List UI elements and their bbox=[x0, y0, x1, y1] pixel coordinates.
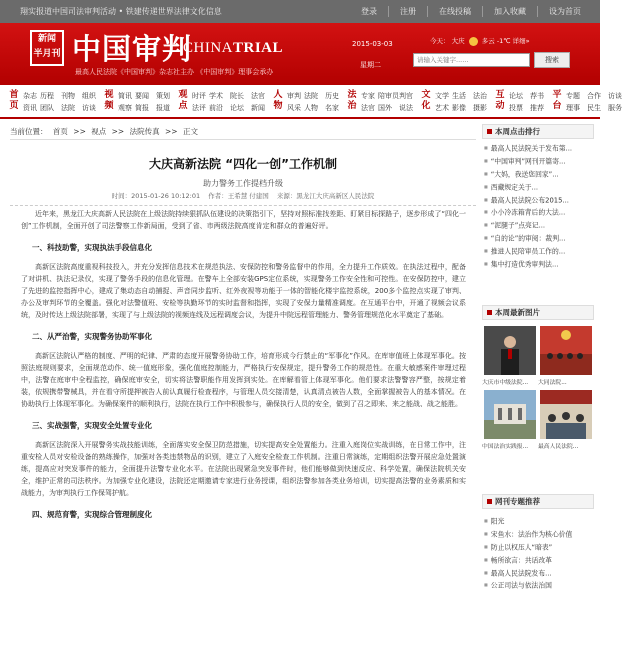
hot-ranking-list bbox=[482, 139, 594, 271]
latest-pics-header bbox=[482, 305, 594, 320]
nav-link[interactable]: 论坛 bbox=[509, 92, 523, 100]
nav-link[interactable]: 文学 bbox=[435, 92, 449, 100]
nav-link[interactable]: 刊物 bbox=[61, 92, 75, 100]
add-favorite-link[interactable]: 加入收藏 bbox=[482, 6, 537, 17]
nav-link[interactable]: 报道 bbox=[156, 104, 170, 112]
nav-link[interactable]: 简讯 bbox=[118, 92, 132, 100]
site-logo-title[interactable]: 中国审判 bbox=[72, 32, 193, 66]
nav-link[interactable]: 团队 bbox=[40, 104, 54, 112]
breadcrumb-sep: >> bbox=[73, 127, 86, 136]
nav-link[interactable]: 投票 bbox=[509, 104, 523, 112]
news-photo[interactable] bbox=[484, 390, 536, 439]
nav-link[interactable]: 法院 bbox=[304, 92, 318, 100]
photo-caption[interactable]: 大庆市中级法院... bbox=[482, 380, 529, 386]
hot-item[interactable]: ■ “泥腿子”点亮记... bbox=[484, 219, 594, 232]
main-nav bbox=[0, 85, 622, 119]
search-input[interactable] bbox=[413, 53, 530, 67]
login-link[interactable]: 登录 bbox=[361, 7, 377, 16]
nav-link[interactable]: 审判 bbox=[287, 92, 301, 100]
site-slogan: 最高人民法院《中国审判》杂志社主办 《中国审判》理事会承办 bbox=[75, 68, 274, 76]
nav-section-head[interactable]: 文化 bbox=[421, 90, 431, 111]
nav-link[interactable]: 访谈 bbox=[608, 92, 622, 100]
nav-link[interactable]: 历史 bbox=[325, 92, 339, 100]
hot-item[interactable]: ■ “自的论”的审阅：裁判... bbox=[484, 232, 594, 245]
news-photo[interactable] bbox=[540, 390, 592, 439]
article-title: 大庆高新法院 “四化一创”工作机制 bbox=[149, 157, 337, 171]
current-date: 2015-03-03 bbox=[352, 40, 393, 48]
nav-link[interactable]: 法院 bbox=[61, 104, 75, 112]
nav-items bbox=[287, 90, 318, 114]
site-header bbox=[0, 23, 600, 85]
current-weekday: 星期二 bbox=[360, 61, 381, 69]
nav-link[interactable]: 陪审员 bbox=[378, 92, 399, 100]
nav-link[interactable]: 服务 bbox=[608, 104, 622, 112]
topic-item[interactable]: ■ 防止以权压人“暗表” bbox=[484, 541, 594, 554]
nav-link[interactable]: 院长 bbox=[230, 92, 244, 100]
nav-link[interactable]: 论坛 bbox=[230, 104, 244, 112]
nav-link[interactable]: 法治 bbox=[473, 92, 487, 100]
nav-items bbox=[192, 90, 223, 114]
nav-items bbox=[435, 90, 466, 114]
nav-link[interactable]: 法评 bbox=[192, 104, 206, 112]
nav-link[interactable]: 观察 bbox=[118, 104, 132, 112]
nav-link[interactable]: 新闻 bbox=[251, 104, 265, 112]
topic-item[interactable]: ■ 公正司法与依法治国 bbox=[484, 579, 594, 592]
hot-item[interactable]: ■ 最高人民法院关于发布第... bbox=[484, 142, 594, 155]
weather-city: 大庆 bbox=[451, 37, 465, 45]
nav-items bbox=[608, 90, 622, 114]
nav-link[interactable]: 访谈 bbox=[82, 104, 96, 112]
section-heading: 三、实战强警，实现安全处置专业化 bbox=[32, 421, 152, 430]
breadcrumb bbox=[10, 124, 476, 140]
nav-items bbox=[473, 90, 487, 114]
nav-items bbox=[82, 90, 96, 114]
nav-items bbox=[61, 90, 75, 114]
square-icon bbox=[487, 129, 492, 134]
building-photo-icon bbox=[484, 390, 536, 439]
section-heading: 一、科技助警，实现执法手段信息化 bbox=[32, 243, 152, 252]
set-homepage-link[interactable]: 设为首页 bbox=[537, 6, 592, 17]
nav-link[interactable]: 生活 bbox=[452, 92, 466, 100]
nav-link[interactable]: 法官 bbox=[361, 104, 375, 112]
section-heading: 二、从严治警，实现警务协助军事化 bbox=[32, 332, 152, 341]
nav-section-head[interactable]: 观点 bbox=[178, 90, 188, 111]
nav-link[interactable]: 推荐 bbox=[530, 104, 544, 112]
article-subtitle: 助力警务工作提档升级 bbox=[203, 179, 283, 188]
nav-link[interactable]: 影像 bbox=[452, 104, 466, 112]
sun-icon bbox=[469, 37, 478, 46]
breadcrumb-current: 正文 bbox=[182, 127, 198, 136]
nav-items bbox=[23, 90, 54, 114]
nav-items bbox=[566, 90, 580, 114]
hot-item[interactable]: ■ 推进人民陪审员工作的... bbox=[484, 245, 594, 258]
article-body bbox=[21, 208, 466, 528]
section-text: 高新区法院高度重视科技投入，并充分发挥信息技术在规范执法、安保防控和警务监督中的作用，全力提升工作质效。在执法过程中，配备了对讲机、执法记录仪，实现了警务手段的信息化管理。在警车上全部安装GPS定位系统，实现警务工作安全性和可控性。在安保防控中，建立了先进的监控指挥中心，建成了集动态自动捕捉、声音同步监听、红外夜视等功能于一体的智能化楼宇监控系统，200多个监控点实现了审判、办公及审判环节的全覆盖。强化对法警值班、安检等执勤环节的实时监督和指挥，实现了安保力量精准调度。在互通平台中，开通了视频会议系统，及时传达上级法院部署，实现了与上级法院的视频连线及远程调度会议，为提升中院远程管理能力、警务管理规范化水平奠定了基础。 bbox=[21, 263, 466, 319]
nav-items bbox=[587, 90, 601, 114]
nav-link[interactable]: 历程 bbox=[40, 92, 54, 100]
topics-title: 网刊专题推荐 bbox=[495, 497, 540, 506]
nav-link[interactable]: 资讯 bbox=[23, 104, 37, 112]
site-tagline: 翔实报道中国司法审判活动 • 铁建传递世界法律文化信息 bbox=[20, 7, 222, 16]
logo-line-1: 新闻 bbox=[37, 34, 56, 44]
nav-link[interactable]: 理事 bbox=[566, 104, 580, 112]
topic-item[interactable]: ■ 宋鱼水：法治作为核心价值 bbox=[484, 528, 594, 541]
crowd-photo-icon bbox=[540, 390, 592, 439]
nav-link[interactable]: 摄影 bbox=[473, 104, 487, 112]
right-sidebar bbox=[482, 124, 594, 656]
nav-link[interactable]: 名家 bbox=[325, 104, 339, 112]
top-bar bbox=[0, 0, 600, 23]
weather-desc: 多云 bbox=[481, 37, 495, 45]
section-text: 高新区法院认严格的制度、严明的纪律、严肃的态度开展警务协助工作，培育形成今行禁止的“军事化”作风。在库审值班上体现军事化。按照法庭规则要求，全面规范动作、统一值庭形象，强化值庭控制能力，严格执行安保规定，提升警务工作的规范性。在重大敏感案件审理过程中，法警在庭审中全程监控，确保庭审安全，切实将法警职能作用发挥到实处。在库解看管上体现军事化。他们要求法警警容严整，按规定着装，依规携带警械具，并在看守所提押被告人前认真履行检查程序，与管理人员交接清楚，认真清点被告人数，全面掌握被告人的基本情况。在协助执行上体现军事化。为确保案件的顺利执行，法院在执行工作中积极参与，确保执行人员的安全，做到了召之即来、来之能战、战之能胜。 bbox=[21, 352, 466, 408]
weather-widget bbox=[430, 36, 530, 46]
square-icon bbox=[487, 310, 492, 315]
weather-label: 今天： bbox=[430, 37, 450, 45]
news-photo[interactable] bbox=[484, 326, 536, 375]
weather-detail-link[interactable]: -1℃ 详细» bbox=[496, 37, 530, 45]
nav-link[interactable]: 人物 bbox=[304, 104, 318, 112]
nav-section-head[interactable]: 法治 bbox=[347, 90, 357, 111]
nav-link[interactable]: 杂志 bbox=[23, 92, 37, 100]
nav-link[interactable]: 合作 bbox=[587, 92, 601, 100]
site-logo-english bbox=[183, 40, 283, 57]
nav-items bbox=[325, 90, 339, 114]
hot-item[interactable]: ■ “中国审判”网刊开篇寄... bbox=[484, 155, 594, 168]
topics-list bbox=[482, 512, 594, 592]
nav-link[interactable]: 前沿 bbox=[209, 104, 223, 112]
article bbox=[10, 142, 476, 656]
breadcrumb-viewpoint[interactable]: 视点 bbox=[91, 127, 107, 136]
article-author: 作者：王希慧 付建国 bbox=[208, 192, 269, 200]
nav-section-head[interactable]: 互动 bbox=[495, 90, 505, 111]
hot-item[interactable]: ■ “大妈，我送您回家”... bbox=[484, 168, 594, 181]
nav-section-head[interactable]: 视频 bbox=[104, 90, 114, 111]
nav-items bbox=[156, 90, 170, 114]
hot-item[interactable]: ■ 集中打造优秀审判法... bbox=[484, 258, 594, 271]
photo-caption[interactable]: 最高人民法院... bbox=[538, 444, 579, 450]
person-photo-icon bbox=[484, 326, 536, 375]
breadcrumb-home[interactable]: 首页 bbox=[52, 127, 68, 136]
nav-link[interactable]: 专题 bbox=[566, 92, 580, 100]
nav-link[interactable]: 说法 bbox=[399, 104, 413, 112]
logo-en-prefix: CHINA bbox=[183, 40, 233, 56]
hot-item[interactable]: ■ 小小冷冻箱背后的大法... bbox=[484, 206, 594, 219]
nav-section-head[interactable]: 人物 bbox=[273, 90, 283, 111]
nav-link[interactable]: 要闻 bbox=[135, 92, 149, 100]
breadcrumb-court-fax[interactable]: 法院传真 bbox=[129, 127, 160, 136]
photo-caption[interactable]: 中国法治实践报... bbox=[482, 444, 529, 450]
nav-items bbox=[251, 90, 265, 114]
nav-items bbox=[118, 90, 149, 114]
hot-item[interactable]: ■ 西藏规定关于... bbox=[484, 181, 594, 194]
topic-item[interactable]: ■ 阳光 bbox=[484, 515, 594, 528]
photo-caption[interactable]: 大同法院... bbox=[538, 380, 567, 386]
section-heading: 四、规范育警，实现综合管理制度化 bbox=[32, 510, 152, 519]
article-meta bbox=[10, 191, 476, 206]
square-icon bbox=[487, 499, 492, 504]
nav-section-head[interactable]: 平台 bbox=[552, 90, 562, 111]
news-photo[interactable] bbox=[540, 326, 592, 375]
logo-en-bold: TRIAL bbox=[233, 40, 284, 56]
nav-link[interactable]: 学术 bbox=[209, 92, 223, 100]
nav-link[interactable]: 专家 bbox=[361, 92, 375, 100]
topic-item[interactable]: ■ 畅所欲言：共话改革 bbox=[484, 554, 594, 567]
topic-item[interactable]: ■ 最高人民法院发布... bbox=[484, 567, 594, 580]
latest-pics-title: 本周最新图片 bbox=[495, 308, 540, 317]
breadcrumb-label: 当前位置： bbox=[10, 127, 48, 136]
nav-link[interactable]: 法官 bbox=[251, 92, 265, 100]
article-source: 来源：黑龙江大庆高新区人民法院 bbox=[276, 192, 375, 200]
hot-item[interactable]: ■ 最高人民法院公布2015... bbox=[484, 194, 594, 207]
logo-line-2: 半月刊 bbox=[33, 49, 61, 59]
nav-link[interactable]: 艺术 bbox=[435, 104, 449, 112]
article-time: 时间：2015-01-26 10:12:01 bbox=[111, 192, 201, 200]
nav-link[interactable]: 荐书 bbox=[530, 92, 544, 100]
register-link[interactable]: 注册 bbox=[388, 6, 427, 17]
article-intro: 近年来，黑龙江大庆高新人民法院在上级法院持续狠抓队伍建设的决策指引下，坚持对照标准找差距、盯紧目标探路子，逐步形成了“四化一创”工作机制，全面开创了司法警察工作新局面，受到了省、市两级法院高度肯定和群众的普遍好评。 bbox=[21, 210, 466, 230]
top-links bbox=[350, 6, 592, 17]
nav-link[interactable]: 国外 bbox=[378, 104, 392, 112]
nav-link[interactable]: 组织 bbox=[82, 92, 96, 100]
nav-section-head[interactable]: 首页 bbox=[9, 90, 19, 111]
nav-items bbox=[509, 90, 523, 114]
nav-link[interactable]: 简报 bbox=[135, 104, 149, 112]
nav-items bbox=[230, 90, 244, 114]
section-text: 高新区法院深入开展警务实战技能训练，全面落实安全保卫防范措施，切实提高安全处置能力。注重入庭岗位实战训练，在日常工作中，注重安检人员对安检设备的熟练操作，加强对各类违禁物品的识别，建立了入庭安全检查工作机制。注重日常演练，定期组织法警开展应急处置演练，提高应对突发事件的能力，全面提升法警专业化水平。在法院出现紧急突发事件时，他们能够做到快速反应、科学处置，确保法院机关安全，维护正常的司法秩序。为加强专业化建设，法院还定期邀请专家进行业务授课，组织法警参加各类业务培训，切实提高法警的业务素质和实战能力，为审判执行工作保驾护航。 bbox=[21, 441, 466, 497]
search-button[interactable]: 搜索 bbox=[534, 52, 570, 68]
submit-article-link[interactable]: 在线投稿 bbox=[427, 6, 482, 17]
breadcrumb-sep: >> bbox=[111, 127, 125, 136]
hot-ranking-title: 本周点击排行 bbox=[495, 127, 540, 136]
nav-link[interactable]: 风采 bbox=[287, 104, 301, 112]
nav-items bbox=[361, 90, 399, 114]
hot-ranking-header bbox=[482, 124, 594, 139]
topics-header bbox=[482, 494, 594, 509]
breadcrumb-sep: >> bbox=[165, 127, 178, 136]
nav-link[interactable]: 策划 bbox=[156, 92, 170, 100]
nav-items bbox=[530, 90, 544, 114]
meeting-photo-icon bbox=[540, 326, 592, 375]
nav-link[interactable]: 民生 bbox=[587, 104, 601, 112]
magazine-logo[interactable] bbox=[30, 30, 64, 66]
nav-link[interactable]: 时评 bbox=[192, 92, 206, 100]
nav-items bbox=[399, 90, 413, 114]
nav-link[interactable]: 判官 bbox=[399, 92, 413, 100]
